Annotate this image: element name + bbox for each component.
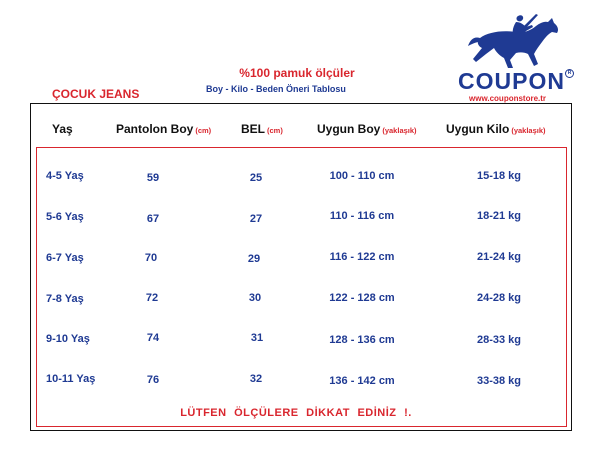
cell-age: 9-10 Yaş [46,333,90,345]
column-header-age: Yaş [52,122,73,136]
cell-waist: 29 [247,253,261,265]
cell-fit-height: 128 - 136 cm [329,334,395,346]
cell-waist: 27 [249,213,263,225]
cell-fit-weight: 28-33 kg [476,334,522,346]
cell-fit-weight: 24-28 kg [476,292,522,304]
cell-pants-length: 76 [146,374,160,386]
cell-waist: 31 [250,332,264,344]
cell-waist: 25 [249,172,263,184]
column-header-fit-weight: Uygun Kilo (yaklaşık) [446,122,546,136]
cell-fit-weight: 21-24 kg [476,251,522,263]
column-header-pants-length: Pantolon Boy (cm) [116,122,212,136]
cell-pants-length: 74 [146,332,160,344]
cell-age: 6-7 Yaş [46,252,84,264]
cell-fit-weight: 33-38 kg [476,375,522,387]
cell-age: 10-11 Yaş [46,373,96,385]
cell-age: 4-5 Yaş [46,170,84,182]
cell-fit-height: 136 - 142 cm [329,375,395,387]
cell-fit-height: 122 - 128 cm [329,292,395,304]
cell-age: 5-6 Yaş [46,211,84,223]
cell-fit-weight: 18-21 kg [476,210,522,222]
column-header-fit-height: Uygun Boy (yaklaşık) [317,122,417,136]
cell-pants-length: 70 [144,252,158,264]
brand-url: www.couponstore.tr [469,94,547,103]
subtitle-cotton: %100 pamuk ölçüler [239,66,355,80]
table-name: Boy - Kilo - Beden Öneri Tablosu [206,84,346,94]
horse-rider-jumping-icon [466,8,562,70]
cell-fit-height: 116 - 122 cm [329,251,395,263]
cell-age: 7-8 Yaş [46,293,84,305]
brand-logo-text: COUPON [458,68,565,94]
cell-waist: 32 [249,373,263,385]
cell-waist: 30 [248,292,262,304]
cell-fit-height: 100 - 110 cm [329,170,395,182]
registered-mark: R [565,69,574,78]
warning-note: LÜTFEN ÖLÇÜLERE DİKKAT EDİNİZ !. [180,407,412,419]
cell-pants-length: 59 [146,172,160,184]
cell-fit-height: 110 - 116 cm [329,210,395,222]
cell-pants-length: 67 [146,213,160,225]
column-header-waist: BEL (cm) [241,122,283,136]
cell-pants-length: 72 [145,292,159,304]
cell-fit-weight: 15-18 kg [476,170,522,182]
page-title: ÇOCUK JEANS [52,87,140,101]
